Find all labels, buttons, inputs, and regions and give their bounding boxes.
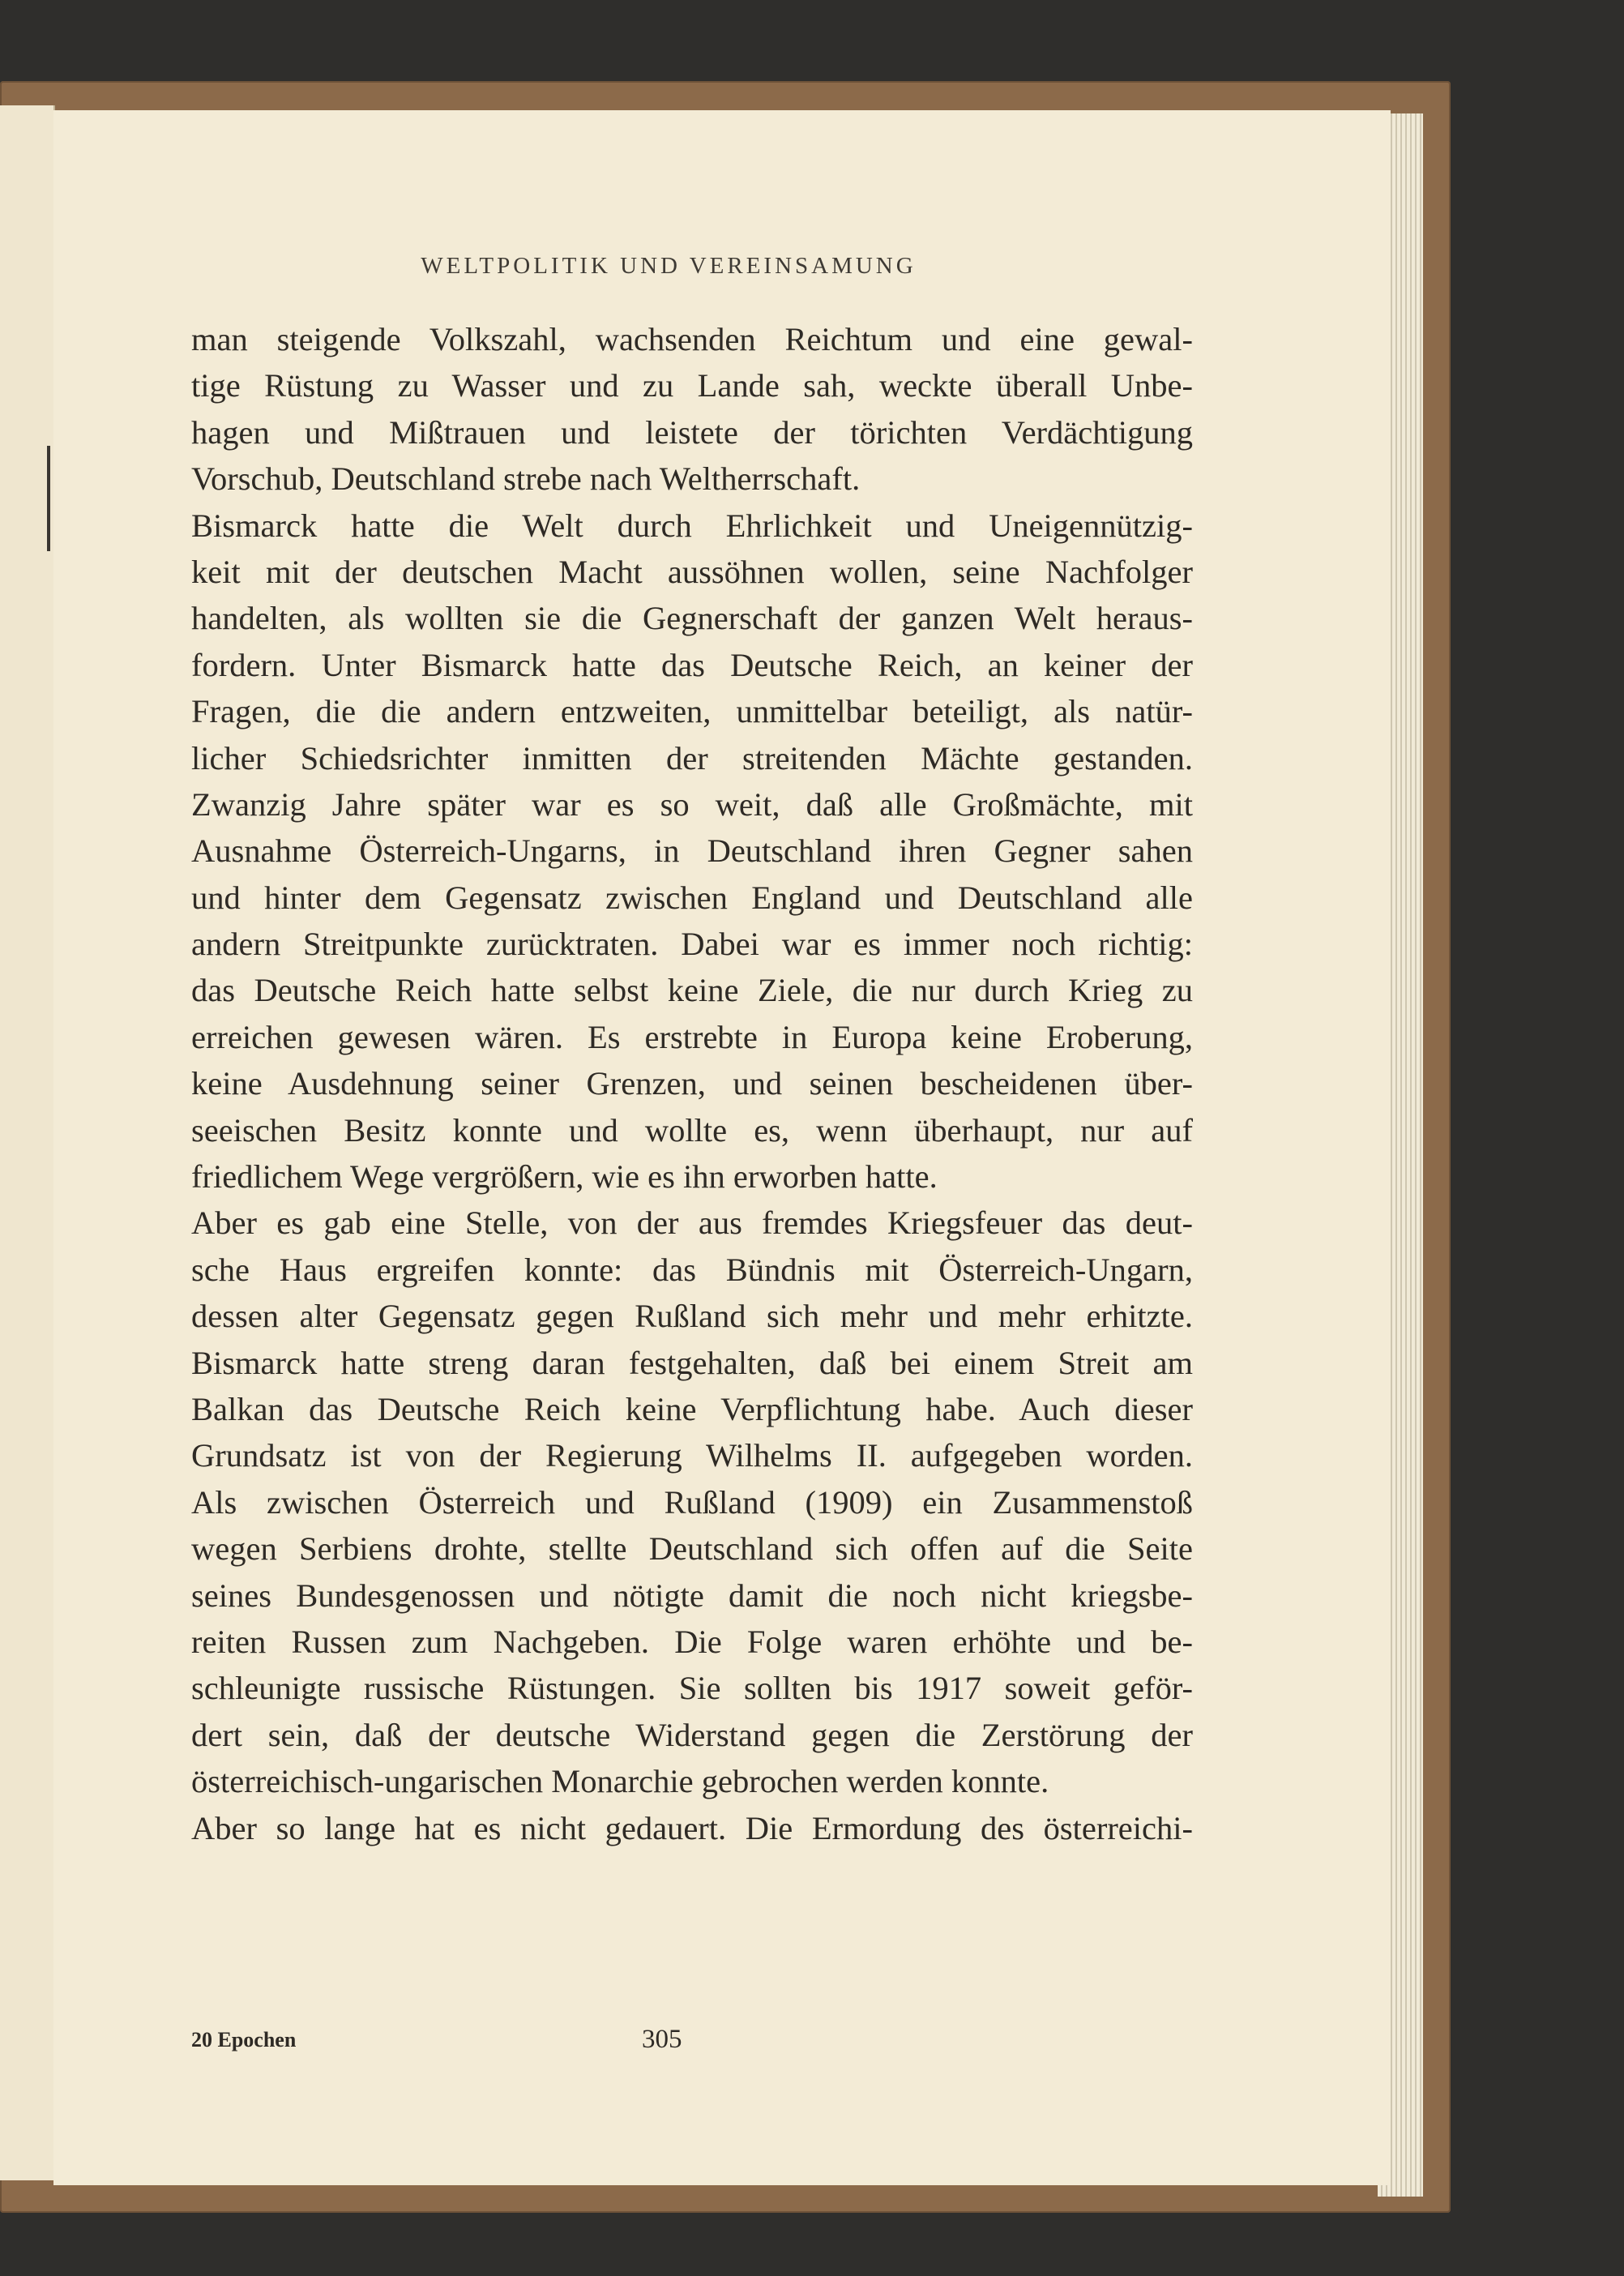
text-line: handelten, als wollten sie die Gegnerschaft der ganzen Welt heraus- bbox=[191, 600, 1193, 637]
text-line: sche Haus ergreifen konnte: das Bündnis mit Österreich-Ungarn, bbox=[191, 1251, 1193, 1288]
text-line: Aber so lange hat es nicht gedauert. Die Ermordung des österreichi- bbox=[191, 1809, 1193, 1846]
text-line: Balkan das Deutsche Reich keine Verpflichtung habe. Auch dieser bbox=[191, 1390, 1193, 1427]
text-line: dessen alter Gegensatz gegen Rußland sich mehr und mehr erhitzte. bbox=[191, 1298, 1193, 1335]
text-line: man steigende Volkszahl, wachsenden Reichtum und eine gewal- bbox=[191, 321, 1193, 357]
text-line: und hinter dem Gegensatz zwischen England und Deutschland alle bbox=[191, 879, 1193, 916]
text-line: fordern. Unter Bismarck hatte das Deutsche Reich, an keiner der bbox=[191, 646, 1193, 683]
page-number: 305 bbox=[642, 2025, 682, 2054]
text-line: das Deutsche Reich hatte selbst keine Ziele, die nur durch Krieg zu bbox=[191, 972, 1193, 1009]
text-line: österreichisch-ungarischen Monarchie gebrochen werden konnte. bbox=[191, 1763, 1049, 1800]
text-line: keine Ausdehnung seiner Grenzen, und seinen bescheidenen über- bbox=[191, 1065, 1193, 1102]
text-line: Bismarck hatte streng daran festgehalten, daß bei einem Streit am bbox=[191, 1344, 1193, 1381]
text-line: Grundsatz ist von der Regierung Wilhelms II. aufgegeben worden. bbox=[191, 1437, 1193, 1474]
text-line: tige Rüstung zu Wasser und zu Lande sah, weckte überall Unbe- bbox=[191, 367, 1193, 404]
text-line: wegen Serbiens drohte, stellte Deutschland sich offen auf die Seite bbox=[191, 1530, 1193, 1568]
page-footer bbox=[191, 2025, 1193, 2057]
left-page-edge bbox=[0, 105, 55, 2180]
text-line: Zwanzig Jahre später war es so weit, daß alle Großmächte, mit bbox=[191, 785, 1193, 823]
text-line: seeischen Besitz konnte und wollte es, wenn überhaupt, nur auf bbox=[191, 1111, 1193, 1149]
text-line: hagen und Mißtrauen und leistete der törichten Verdächtigung bbox=[191, 413, 1193, 451]
text-line: andern Streitpunkte zurücktraten. Dabei war es immer noch richtig: bbox=[191, 926, 1193, 963]
signature-mark: 20 Epochen bbox=[191, 2028, 297, 2051]
text-line: licher Schiedsrichter inmitten der streitenden Mächte gestanden. bbox=[191, 739, 1193, 776]
left-page-mark bbox=[47, 446, 50, 551]
text-line: Fragen, die die andern entzweiten, unmittelbar beteiligt, als natür- bbox=[191, 693, 1193, 730]
text-line: Als zwischen Österreich und Rußland (1909) ein Zusammenstoß bbox=[191, 1483, 1193, 1521]
text-line: friedlichem Wege vergrößern, wie es ihn erworben hatte. bbox=[191, 1158, 938, 1196]
text-line: Ausnahme Österreich-Ungarns, in Deutschland ihren Gegner sahen bbox=[191, 832, 1193, 870]
text-line: Bismarck hatte die Welt durch Ehrlichkeit und Uneigennützig- bbox=[191, 507, 1193, 544]
text-line: keit mit der deutschen Macht aussöhnen wollen, seine Nachfolger bbox=[191, 553, 1193, 590]
running-header: WELTPOLITIK UND VEREINSAMUNG bbox=[421, 253, 917, 279]
text-line: Vorschub, Deutschland strebe nach Weltherrschaft. bbox=[191, 460, 861, 498]
text-line: schleunigte russische Rüstungen. Sie sollten bis 1917 soweit geför- bbox=[191, 1670, 1193, 1707]
book-page bbox=[53, 110, 1391, 2185]
text-line: dert sein, daß der deutsche Widerstand gegen die Zerstörung der bbox=[191, 1716, 1193, 1753]
text-line: erreichen gewesen wären. Es erstrebte in Europa keine Eroberung, bbox=[191, 1018, 1193, 1055]
text-line: Aber es gab eine Stelle, von der aus fremdes Kriegsfeuer das deut- bbox=[191, 1204, 1193, 1242]
text-line: reiten Russen zum Nachgeben. Die Folge waren erhöhte und be- bbox=[191, 1623, 1193, 1660]
text-line: seines Bundesgenossen und nötigte damit die noch nicht kriegsbe- bbox=[191, 1577, 1193, 1614]
body-text bbox=[191, 316, 1193, 1851]
